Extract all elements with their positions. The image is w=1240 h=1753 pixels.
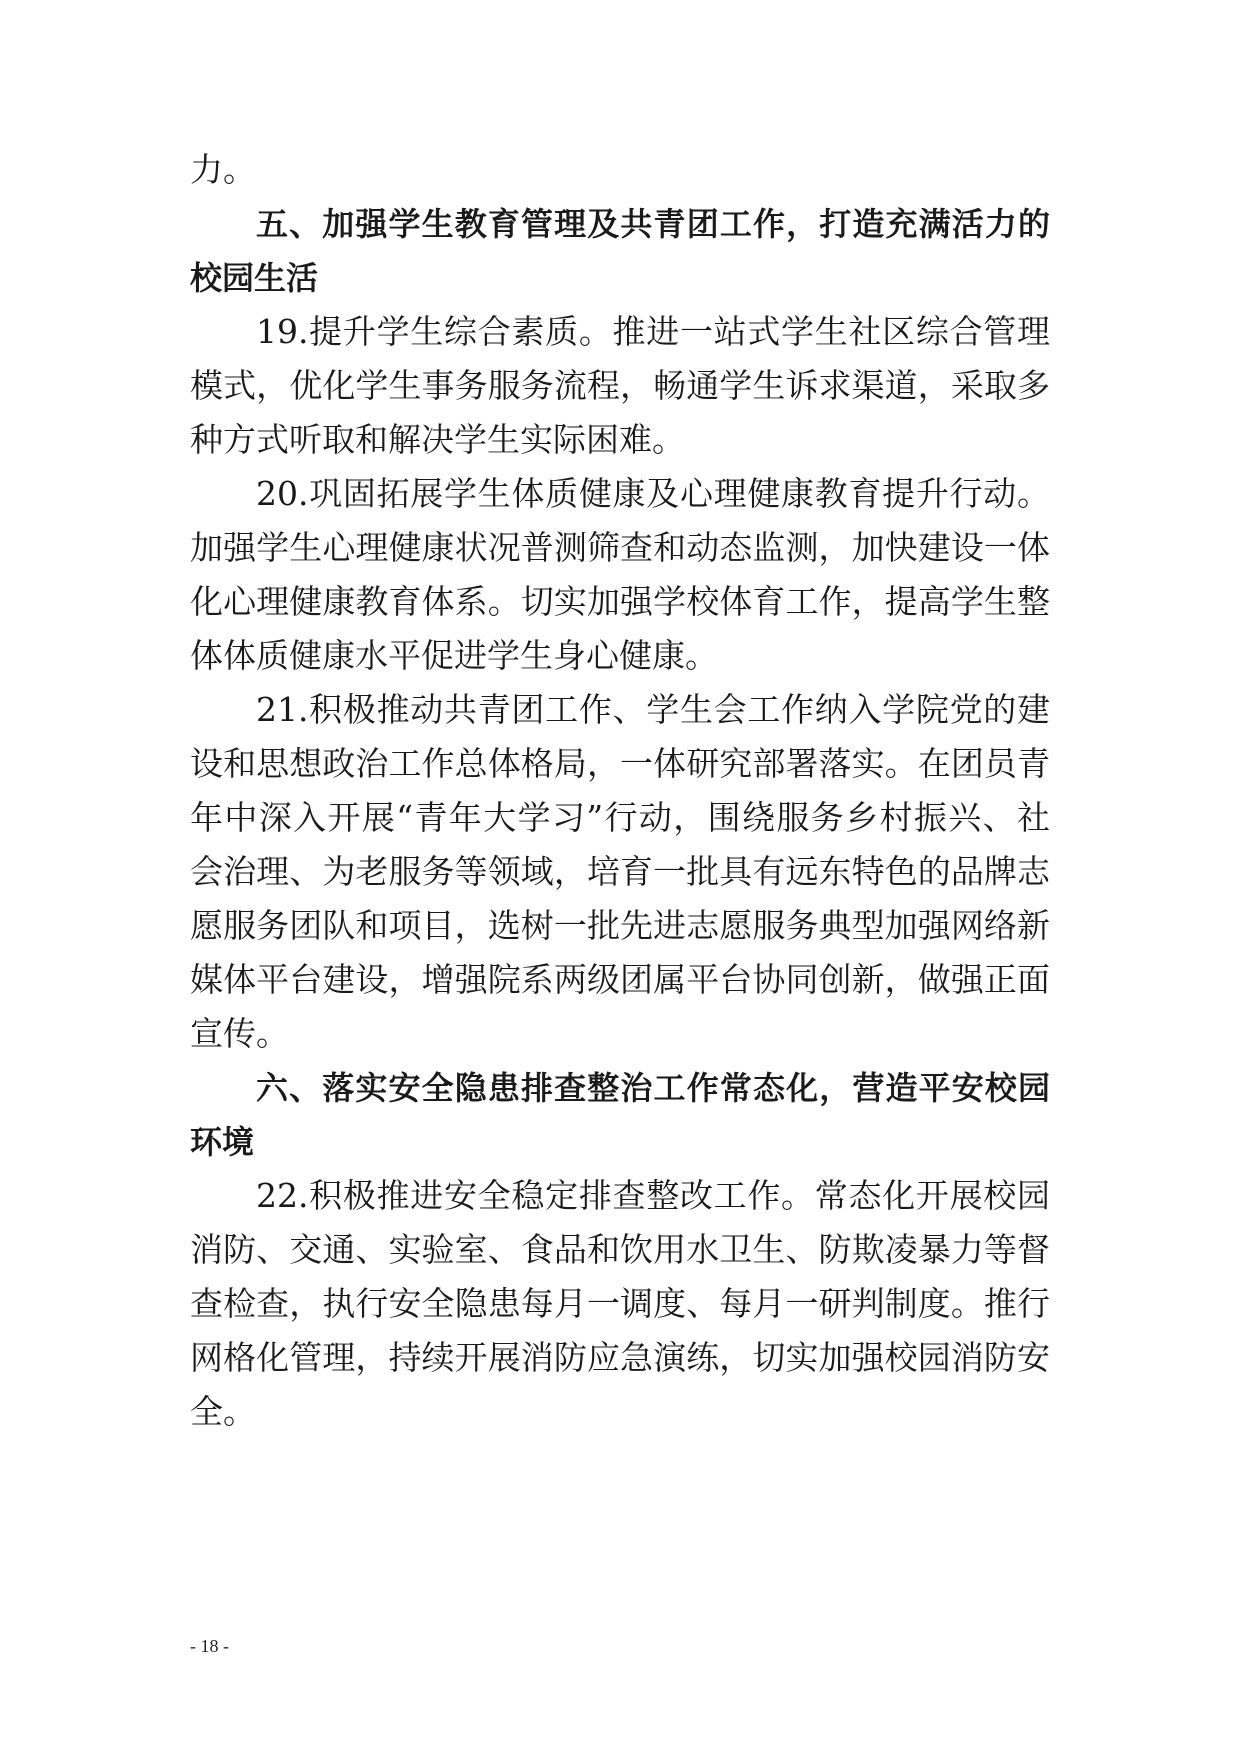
item-21-line: 媒体平台建设，增强院系两级团属平台协同创新，做强正面 [190,960,1050,999]
section-heading-5-cont: 校园生活 [190,259,319,297]
item-22-line: 网格化管理，持续开展消防应急演练，切实加强校园消防安 [190,1338,1050,1377]
section-heading-6-cont: 环境 [190,1123,255,1161]
item-22-line: 22.积极推进安全稳定排查整改工作。常态化开展校园 [256,1176,1050,1215]
item-19-line: 19.提升学生综合素质。推进一站式学生社区综合管理 [256,312,1050,351]
item-20-line: 体体质健康水平促进学生身心健康。 [190,636,718,675]
item-20-line: 化心理健康教育体系。切实加强学校体育工作，提高学生整 [190,582,1050,621]
item-22-line: 消防、交通、实验室、食品和饮用水卫生、防欺凌暴力等督 [190,1230,1050,1269]
item-21-line: 21.积极推动共青团工作、学生会工作纳入学院党的建 [256,690,1050,729]
item-22-line: 全。 [190,1392,256,1431]
item-21-line: 会治理、为老服务等领域，培育一批具有远东特色的品牌志 [190,852,1050,891]
item-22-line: 查检查，执行安全隐患每月一调度、每月一研判制度。推行 [190,1284,1050,1323]
section-heading-5: 五、加强学生教育管理及共青团工作，打造充满活力的 [256,205,1050,243]
section-heading-6: 六、落实安全隐患排查整治工作常态化，营造平安校园 [256,1069,1050,1107]
paragraph-line: 力。 [190,150,256,189]
item-21-line: 设和思想政治工作总体格局，一体研究部署落实。在团员青 [190,744,1050,783]
item-20-line: 20.巩固拓展学生体质健康及心理健康教育提升行动。 [256,474,1050,513]
item-21-line: 宣传。 [190,1014,289,1053]
item-20-line: 加强学生心理健康状况普测筛查和动态监测，加快建设一体 [190,528,1050,567]
item-21-line: 年中深入开展“青年大学习”行动，围绕服务乡村振兴、社 [190,798,1050,837]
item-19-line: 种方式听取和解决学生实际困难。 [190,420,685,459]
item-19-line: 模式，优化学生事务服务流程，畅通学生诉求渠道，采取多 [190,366,1050,405]
item-21-line: 愿服务团队和项目，选树一批先进志愿服务典型加强网络新 [190,906,1050,945]
page-number: - 18 - [190,1636,229,1656]
